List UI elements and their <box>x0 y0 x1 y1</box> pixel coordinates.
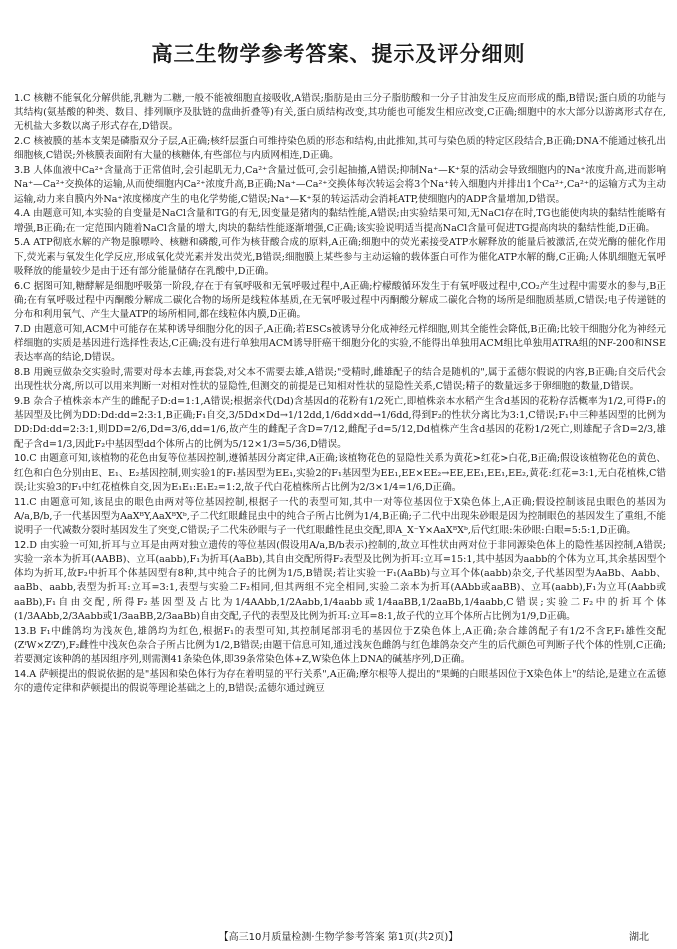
answer-text: D 由题意可知,ACM中可能存在某种诱导细胞分化的因子,A正确;若ESCs被诱导分化成神经元样细胞,则其全能性会降低,B正确;比较干细胞分化为神经元样细胞的实质是基因进行选择性表达,C正确;没有进行单独用ACM诱导肝癌干细胞分化的实验,不能得出单独用ACM组比单独用ATRA组的NF-200和NSE表达率高的结论,D错误。 <box>14 323 666 364</box>
answer-number: 3. <box>14 165 24 177</box>
answer-item <box>14 323 666 366</box>
answer-text: C 核糖不能氧化分解供能,乳糖为二糖,一般不能被细胞直接吸收,A错误;脂肪是由三分子脂肪酸和一分子甘油发生反应而形成的酯,B错误;蛋白质的功能与其结构(氨基酸的种类、数目、排列顺序及肽链的盘曲折叠等)有关,蛋白质结构改变,其功能也可能发生相应改变,C正确;细胞中的水大部分以游离形式存在,无机盐大多数以离子形式存在,D错误。 <box>14 93 666 133</box>
answer-item <box>14 539 666 624</box>
footer-text: 【高三10月质量检测·生物学参考答案 第1页(共2页)】 <box>218 932 459 943</box>
answer-number: 14. <box>14 668 30 680</box>
answer-item <box>14 625 666 668</box>
answer-number: 7. <box>14 323 24 335</box>
answer-text: C 由题意可知,该植物的花色由复等位基因控制,遵循基因分离定律,A正确;该植物花色的显隐性关系为黄花>红花>白花,B正确;假设该植物花色的黄色、红色和白色分别由E、E₁、E₂基因控制,则实验1的F₁基因型为EE₁,实验2的F₁基因型为EE₁,EE×EE₂→EE,EE₁,EE₁,EE₂,黄花:红花=3:1,无白花植株,C错误;让实验3的F₁中红花植株自交,因为E₁E₁:E₁E₂=1:2,故子代白花植株所占比例为2/3×1/4=1/6,D正确。 <box>14 453 666 493</box>
answer-text: C 据图可知,糖酵解是细胞呼吸第一阶段,存在于有氧呼吸和无氧呼吸过程中,A正确;柠檬酸循环发生于有氧呼吸过程中,CO₂产生过程中需要水的参与,B正确;在有氧呼吸过程中丙酮酸分解成二碳化合物的场所是线粒体基质,在无氧呼吸过程中丙酮酸分解成二碳化合物的场所是细胞质基质,C错误;电子传递链的分布和利用氧气、产生大量ATP的场所相同,都在线粒体内膜,D正确。 <box>14 280 666 321</box>
page-title: 高三生物学参考答案、提示及评分细则 <box>151 42 526 66</box>
answer-text: C 核被膜的基本支架是磷脂双分子层,A正确;核纤层蛋白可维持染色质的形态和结构,由此推知,其可与染色质的特定区段结合,B正确;DNA不能通过核孔出细胞核,C错误;外核膜表面附有大量的核糖体,有些部位与内质网相连,D正确。 <box>14 136 666 162</box>
answer-number: 12. <box>14 539 30 551</box>
answer-number: 4. <box>14 208 24 220</box>
answer-number: 9. <box>14 396 24 408</box>
answer-text: C 由题意可知,该昆虫的眼色由两对等位基因控制,根据子一代的表型可知,其中一对等位基因位于X染色体上,A正确;假设控制该昆虫眼色的基因为A/a,B/b,子一代基因型为AaXᴮY,AaXᴮXᵇ,子二代红眼雌昆虫中的纯合子所占比例为1/4,B正确;子二代中出现朱砂眼是因为控制眼色的基因发生了重组,不能说明子一代减数分裂时基因发生了突变,C错误;子二代朱砂眼与子一代红眼雌性昆虫交配,即A_X⁻Y×AaXᴮXᵇ,后代红眼:朱砂眼:白眼=5:5:1,D正确。 <box>14 496 666 537</box>
answer-list <box>14 92 666 917</box>
answer-text: B 人体血液中Ca²⁺含量高于正常值时,会引起肌无力,Ca²⁺含量过低可,会引起抽搐,A错误;抑制Na⁺—K⁺泵的活动会导致细胞内的Na⁺浓度升高,进而影响Na⁺—Ca²⁺交换体的运输,从而使细胞内Ca²⁺浓度升高,B正确;Na⁺—Ca²⁺交换体每次转运会将3个Na⁺转入细胞内并排出1个Ca²⁺,Ca²⁺的运输方式为主动运输,动力来自膜内外Na⁺浓度梯度产生的电化学势能,C错误;Na⁺—K⁺泵的转运活动会消耗ATP,使细胞内的ADP含量增加,D错误。 <box>14 165 666 205</box>
answer-item <box>14 92 666 135</box>
answer-item <box>14 452 666 495</box>
answer-item <box>14 164 666 207</box>
answer-number: 5. <box>14 237 24 249</box>
answer-text: D 由实验一可知,折耳与立耳是由两对独立遗传的等位基因(假设用A/a,B/b表示)控制的,故立耳性状由两对位于非同源染色体上的隐性基因控制,A错误;实验一亲本为折耳(AABB)、立耳(aabb),F₁为折耳(AaBb),其自由交配所得F₂表型及比例为折耳:立耳=15:1,其中基因为aabb的个体为立耳,其余基因型个体均为折耳,故F₂中折耳个体基因型有8种,其中纯合子的比例为1/5,B错误;若让实验一F₁(AaBb)与立耳个体(aabb)杂交,子代基因型为AaBb、Aabb、aaBb、aabb,表型为折耳:立耳=3:1,表型与实验二F₂相同,但其两组不完全相同,实验二亲本为折耳(AAbb或aaBB)、立耳(aabb),F₁为立耳(Aabb或aaBb),F₁自由交配,所得F₂基因型及占比为1/4AAbb,1/2Aabb,1/4aabb或1/4aaBB,1/2aaBb,1/4aabb,C错误;实验二F₂中的折耳个体(1/3AAbb,2/3Aabb或1/3aaBB,2/3aaBb)自由交配,子代的表型及比例为折耳:立耳=8:1,故子代的立耳个体所占比例为1/9,D正确。 <box>14 539 666 622</box>
answer-number: 6. <box>14 280 24 292</box>
answer-text: B 用豌豆做杂交实验时,需要对母本去雄,再套袋,对父本不需要去雄,A错误;"受精时,雌雄配子的结合是随机的",属于孟德尔假说的内容,B正确;自交后代会出现性状分离,所以可以用来判断一对相对性状的显隐性,但测交的前提是已知相对性状的显隐性关系,C错误;精子的数量远多于卵细胞的数量,D错误。 <box>14 367 666 393</box>
footer-region: 湖北 <box>629 932 649 943</box>
answer-text: A ATP彻底水解的产物是腺嘌呤、核糖和磷酸,可作为核苷酸合成的原料,A正确;细胞中的荧光素接受ATP水解释放的能量后被激活,在荧光酶的催化作用下,荧光素与氧发生化学反应,形成氧化荧光素并发出荧光,B错误;细胞膜上某些参与主动运输的载体蛋白可作为催化ATP水解的酶,C正确;人体肌细胞无氧呼吸释放的能量较少是由于还有部分能量储存在乳酸中,D正确。 <box>14 237 666 277</box>
answer-number: 8. <box>14 367 24 379</box>
answer-number: 1. <box>14 93 24 104</box>
answer-item <box>14 668 666 696</box>
answer-number: 11. <box>14 496 30 508</box>
answer-number: 13. <box>14 625 30 637</box>
answer-item <box>14 135 666 163</box>
answer-text: A 萨顿提出的假说依据的是"基因和染色体行为存在着明显的平行关系",A正确;摩尔根等人提出的"果蝇的白眼基因位于X染色体上"的结论,是建立在孟德尔的遗传定律和萨顿提出的假说等理论基础之上的,B错误;孟德尔通过豌豆 <box>14 668 666 695</box>
answer-item <box>14 395 666 452</box>
answer-item <box>14 280 666 323</box>
answer-item <box>14 496 666 539</box>
answer-item <box>14 366 666 394</box>
answer-text: A 由题意可知,本实验的自变量是NaCl含量和TG的有无,因变量是猪肉的黏结性能,A错误;由实验结果可知,无NaCl存在时,TG也能使肉块的黏结性能略有增强,B正确;在一定范围内随着NaCl含量的增大,肉块的黏结性能逐渐增强,C正确;该实验说明适当提高NaCl含量可促进TG提高肉块的黏结性能,D正确。 <box>14 208 666 234</box>
answer-item <box>14 236 666 279</box>
answer-text: B 杂合子植株亲本产生的雌配子D:d=1:1,A错误;根据亲代(Dd)含基因d的花粉有1/2死亡,即植株亲本水稻产生含d基因的花粉存活概率为1/2,可得F₁的基因型及比例为DD:Dd:dd=2:3:1,B正确;F₁自交,3/5Dd×Dd→1/12dd,1/6dd×dd→1/6dd,得到F₂的性状分离比为3:1,C错误;F₁中三种基因型的比例为DD:Dd:dd=2:3:1,则DD=2/6,Dd=3/6,dd=1/6,故产生的雌配子含D=7/12,雌配子d=5/12,Dd植株产生含d基因的花粉1/2死亡,则雄配子含D=2/3,雄配子含d=1/3,因此F₂中基因型dd个体所占的比例为5/12×1/3=5/36,D错误。 <box>14 396 666 450</box>
answer-number: 2. <box>14 136 24 148</box>
answer-number: 10. <box>14 453 30 465</box>
page-footer <box>0 928 677 944</box>
answer-text: B F₁中雌鸽均为浅灰色,雄鸽均为红色,根据F₁的表型可知,其控制尾部羽毛的基因位于Z染色体上,A正确;杂合雄鸽配子有1/2不含F,F₁雄性交配(ZᶠW×ZᶠZᶠ),F₂雌性中浅灰色杂合子所占比例为1/2,B错误;由题干信息可知,通过浅灰色雌鸽与红色雄鸽杂交产生的后代颜色可判断子代个体的性别,C正确;若要测定该种鸽的基因组序列,则需测41条染色体,即39条常染色体+Z,W染色体上DNA的碱基序列,D正确。 <box>14 625 666 666</box>
answer-item <box>14 207 666 235</box>
